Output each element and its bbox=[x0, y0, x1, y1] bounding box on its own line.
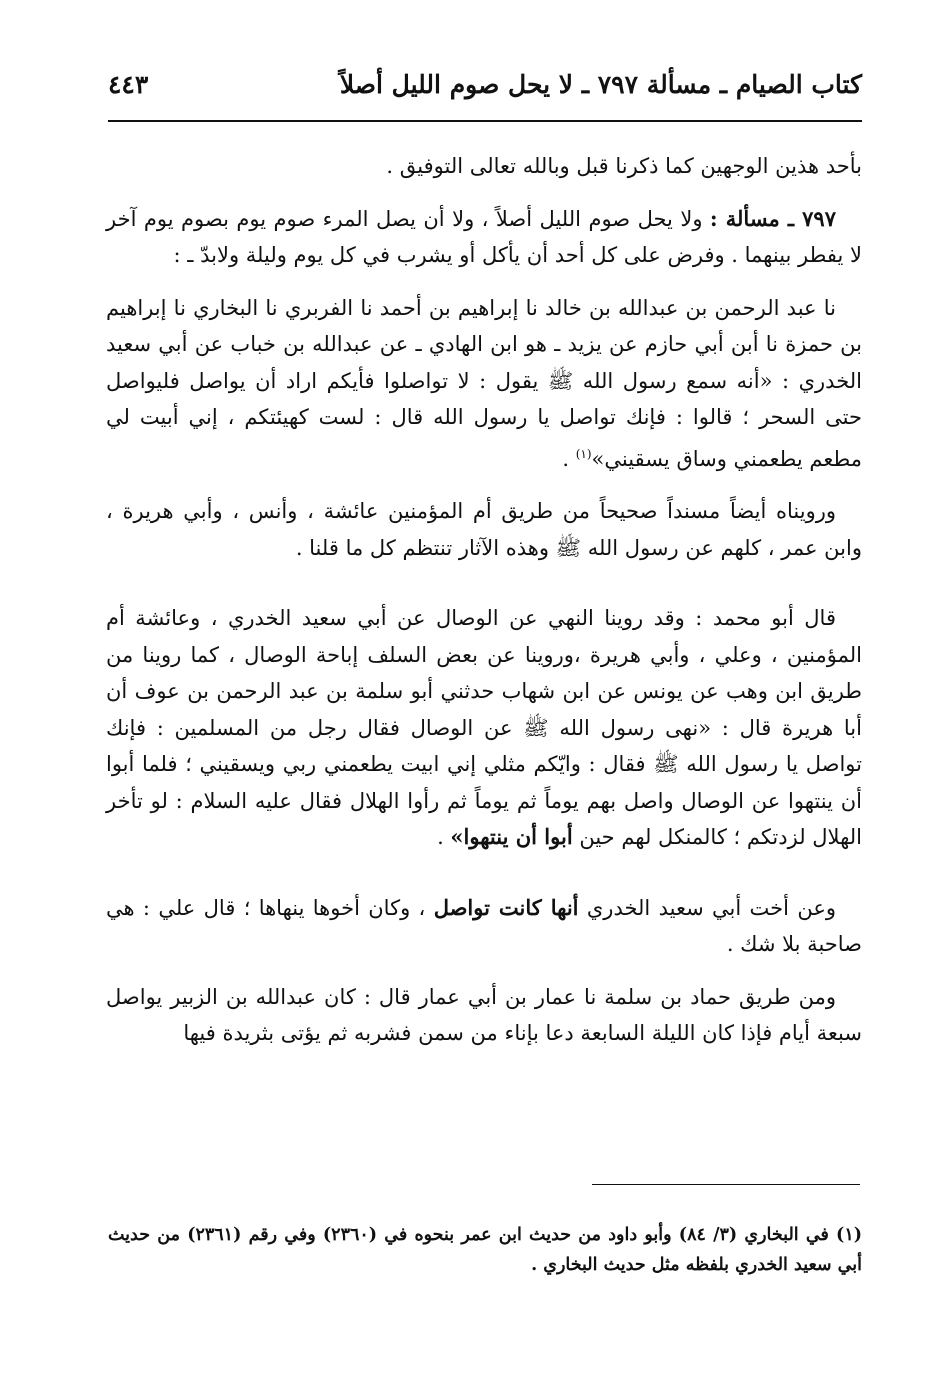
ibn-zubayr-paragraph bbox=[106, 979, 862, 1052]
page-header bbox=[108, 62, 862, 106]
hadith-chain-paragraph bbox=[106, 290, 862, 478]
issue-paragraph bbox=[106, 201, 862, 274]
paragraph-end: . bbox=[562, 446, 576, 471]
issue-number: ٧٩٧ ـ مسألة : bbox=[709, 205, 836, 231]
paragraph-continuation bbox=[106, 148, 862, 185]
footnote-text: (١) في البخاري (٣/ ٨٤) وأبو داود من حديث ابن عمر بنحوه في (٢٣٦٠) وفي رقم (٢٣٦١) من حديث أبي سعيد الخدري بلفظه مثل حديث البخاري . bbox=[108, 1225, 862, 1275]
footnote bbox=[108, 1220, 862, 1280]
page-number: ٤٤٣ bbox=[108, 69, 149, 99]
paragraph-text: وعن أخت أبي سعيد الخدري bbox=[578, 895, 836, 920]
paragraph-text: قال أبو محمد : وقد روينا النهي عن الوصال عن أبي سعيد الخدري ، وعائشة أم المؤمنين ، وعلي ، وأبي هريرة ،وروينا عن بعض السلف إباحة الوصال ، كما روينا من طريق ابن وهب عن يونس عن ابن شهاب حدثني أبو سلمة بن عبد الرحمن بن عوف أن أبا هريرة قال : «نهى رسول الله ﷺ عن الوصال فقال رجل من المسلمين : فإنك تواصل يا رسول الله ﷺ فقال : وايّكم مثلي إني ابيت يطعمني ربي ويسقيني ؛ فلما أبوا أن ينتهوا عن الوصال واصل بهم يوماً ثم يوماً ثم رأوا الهلال فقال عليه السلام : لو تأخر الهلال لزدتكم ؛ كالمنكل لهم حين bbox=[106, 606, 862, 849]
issue-text: ولا يحل صوم الليل أصلاً ، ولا أن يصل المرء صوم يوم بصوم يوم آخر لا يفطر بينهما . وفرض على كل أحد أن يأكل أو يشرب في كل يوم وليلة ولابدّ ـ : bbox=[106, 206, 862, 267]
paragraph-text: ومن طريق حماد بن سلمة نا عمار بن أبي عمار قال : كان عبدالله بن الزبير يواصل سبعة أيام فإذا كان الليلة السابعة دعا بإناء من سمن فشربه ثم يؤتى بثريدة فيها bbox=[106, 984, 862, 1045]
bold-phrase: أبوا أن ينتهوا» bbox=[450, 824, 573, 849]
footnote-ref[interactable]: (١) bbox=[575, 446, 592, 461]
sister-paragraph bbox=[106, 890, 862, 963]
bold-phrase: أنها كانت تواصل bbox=[433, 894, 579, 920]
header-divider bbox=[108, 120, 862, 122]
paragraph-end: . bbox=[437, 825, 451, 849]
narration-paragraph bbox=[106, 493, 862, 566]
paragraph-text-2: ، وكان أخوها ينهاها ؛ قال علي : هي صاحبة بلا شك . bbox=[106, 895, 862, 956]
page-body bbox=[106, 148, 862, 1068]
running-title: كتاب الصيام ـ مسألة ٧٩٧ ـ لا يحل صوم الليل أصلاً bbox=[339, 69, 862, 99]
paragraph-text: نا عبد الرحمن بن عبدالله بن خالد نا إبراهيم بن أحمد نا الفربري نا البخاري نا إبراهيم بن حمزة نا أبن أبي حازم عن يزيد ـ هو ابن الهادي ـ عن عبدالله بن خباب عن أبي سعيد الخدري : «أنه سمع رسول الله ﷺ يقول : لا تواصلوا فأيكم اراد أن يواصل فليواصل حتى السحر ؛ قالوا : فإنك تواصل يا رسول الله قال : لست كهيئتكم ، إني أبيت لي مطعم يطعمني وساق يسقيني» bbox=[106, 295, 862, 471]
paragraph-text: ورويناه أيضاً مسنداً صحيحاً من طريق أم المؤمنين عائشة ، وأنس ، وأبي هريرة ، وابن عمر ، كلهم عن رسول الله ﷺ وهذه الآثار تنتظم كل ما قلنا . bbox=[106, 499, 862, 560]
abu-muhammad-paragraph bbox=[106, 600, 862, 856]
footnote-divider bbox=[592, 1184, 860, 1185]
paragraph-text: بأحد هذين الوجهين كما ذكرنا قبل وبالله تعالى التوفيق . bbox=[386, 154, 862, 178]
